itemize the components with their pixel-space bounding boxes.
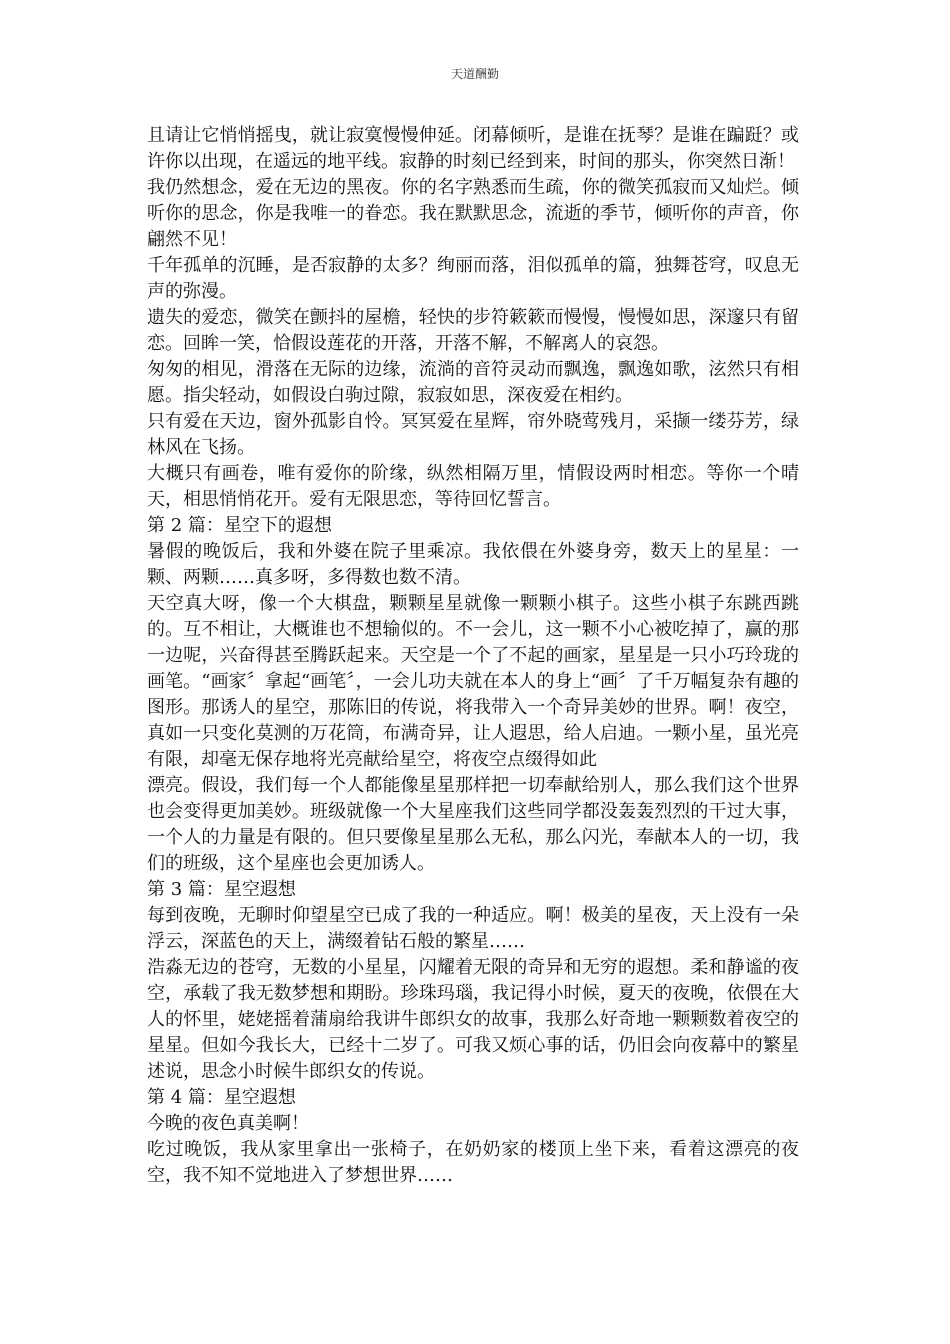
paragraph: 我仍然想念，爱在无边的黑夜。你的名字熟悉而生疏，你的微笑孤寂而又灿烂。倾听你的思念，你是我唯一的眷恋。我在默默思念，流逝的季节，倾听你的声音，你翩然不见！ <box>147 177 799 250</box>
document-body <box>147 123 799 1189</box>
paragraph: 吃过晚饭，我从家里拿出一张椅子，在奶奶家的楼顶上坐下来，看着这漂亮的夜空，我不知不觉地进入了梦想世界…… <box>147 1139 799 1186</box>
paragraph: 且请让它悄悄摇曳，就让寂寞慢慢伸延。闭幕倾听，是谁在抚琴？是谁在蹁跹？或许你以出现，在遥远的地平线。寂静的时刻已经到来，时间的那头，你突然日渐！ <box>147 125 799 172</box>
paragraph: 天空真大呀，像一个大棋盘，颗颗星星就像一颗颗小棋子。这些小棋子东跳西跳的。互不相让，大概谁也不想输似的。不一会儿，这一颗不小心被吃掉了，赢的那一边呢，兴奋得甚至腾跃起来。天空是一个了不起的画家，星星是一只小巧玲珑的画笔。“画家〞拿起“画笔〞，一会儿功夫就在本人的身上“画〞了千万幅复杂有趣的图形。那诱人的星空，那陈旧的传说，将我带入一个奇异美妙的世界。啊！夜空，真如一只变化莫测的万花筒，布满奇异，让人遐思，给人启迪。一颗小星，虽光亮有限，却毫无保存地将光亮献给星空，将夜空点缀得如此 <box>147 593 799 770</box>
paragraph: 浩淼无边的苍穹，无数的小星星，闪耀着无限的奇异和无穷的遐想。柔和静谧的夜空，承载了我无数梦想和期盼。珍珠玛瑙，我记得小时候，夏天的夜晚，依偎在大人的怀里，姥姥摇着蒲扇给我讲牛郎织女的故事，我那么好奇地一颗颗数着夜空的星星。但如今我长大，已经十二岁了。可我又烦心事的话，仍旧会向夜幕中的繁星述说，思念小时候牛郎织女的传说。 <box>147 957 799 1082</box>
paragraph: 千年孤单的沉睡，是否寂静的太多？绚丽而落，泪似孤单的篇，独舞苍穹，叹息无声的弥漫。 <box>147 255 799 302</box>
paragraph: 匆匆的相见，滑落在无际的边缘，流淌的音符灵动而飘逸，飘逸如歌，泫然只有相愿。指尖轻动，如假设白驹过隙，寂寂如思，深夜爱在相约。 <box>147 359 799 406</box>
page-header: 天道酬勤 <box>450 67 499 81</box>
paragraph: 大概只有画卷，唯有爱你的阶缘，纵然相隔万里，情假设两时相恋。等你一个晴天，相思悄悄花开。爱有无限思恋，等待回忆誓言。 <box>147 463 799 510</box>
paragraph: 今晚的夜色真美啊！ <box>147 1113 309 1134</box>
paragraph: 漂亮。假设，我们每一个人都能像星星那样把一切奉献给别人，那么我们这个世界也会变得更加美妙。班级就像一个大星座我们这些同学都没轰轰烈烈的干过大事，一个人的力量是有限的。但只要像星星那么无私，那么闪光，奉献本人的一切，我们的班级，这个星座也会更加诱人。 <box>147 775 799 874</box>
paragraph: 每到夜晚，无聊时仰望星空已成了我的一种适应。啊！极美的星夜，天上没有一朵浮云，深蓝色的天上，满缀着钻石般的繁星…… <box>147 905 799 952</box>
paragraph: 暑假的晚饭后，我和外婆在院子里乘凉。我依偎在外婆身旁，数天上的星星：一颗、两颗……真多呀，多得数也数不清。 <box>147 541 799 588</box>
paragraph: 只有爱在天边，窗外孤影自怜。冥冥爱在星辉，帘外晓莺残月，采撷一缕芬芳，绿林风在飞扬。 <box>147 411 799 458</box>
section-heading: 第 3 篇：星空遐想 <box>147 879 296 900</box>
section-heading: 第 4 篇：星空遐想 <box>147 1087 296 1108</box>
paragraph: 遗失的爱恋，微笑在颤抖的屋檐，轻快的步符簌簌而慢慢，慢慢如思，深邃只有留恋。回眸一笑，恰假设莲花的开落，开落不解，不解离人的哀怨。 <box>147 307 799 354</box>
section-heading: 第 2 篇：星空下的遐想 <box>147 515 332 536</box>
